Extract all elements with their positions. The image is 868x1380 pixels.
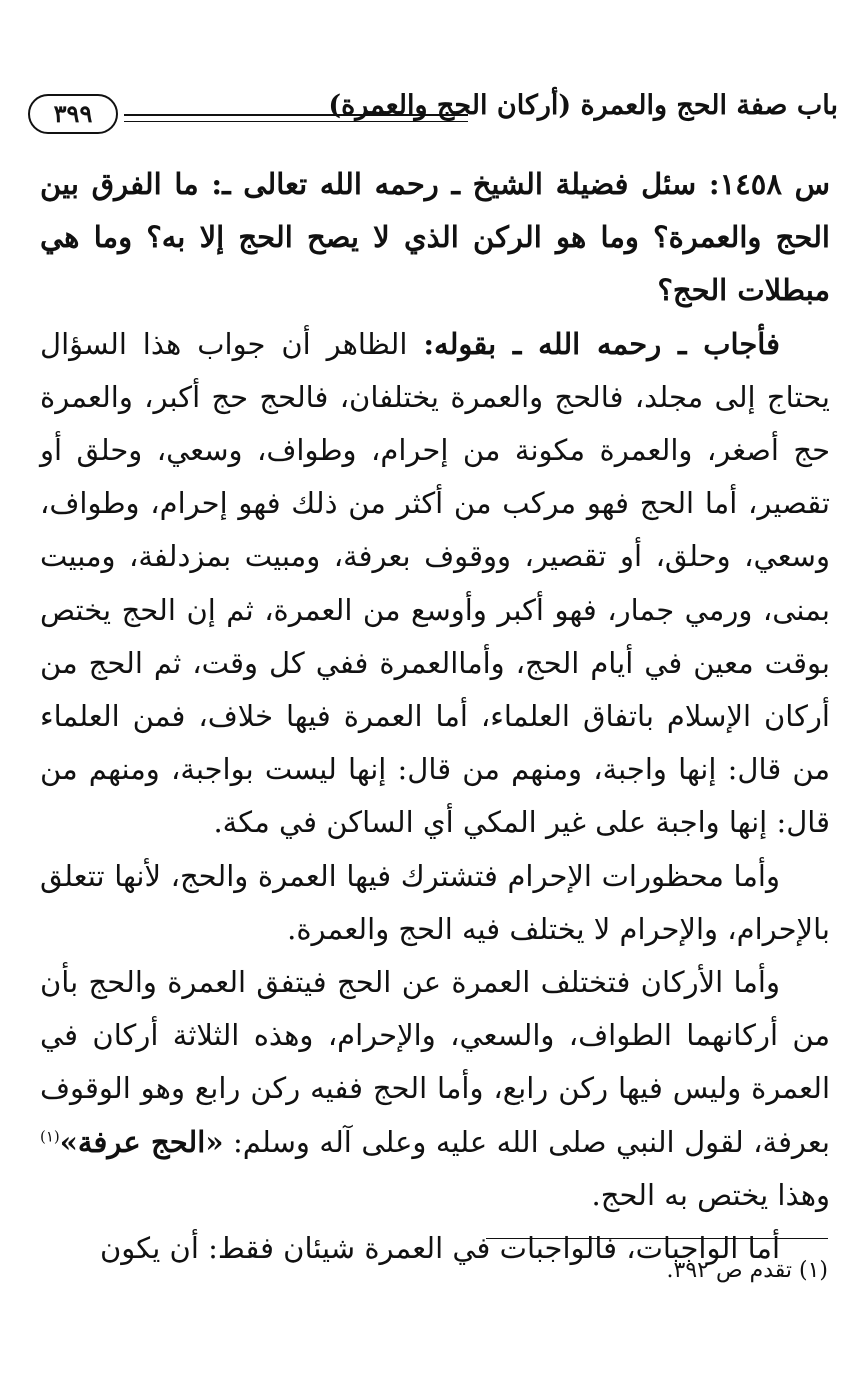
question-text: سئل فضيلة الشيخ ـ رحمه الله تعالى ـ: ما الفرق بين الحج والعمرة؟ وما هو الركن الذي لا يصح الحج إلا به؟ وما هي مبطلات الحج؟	[40, 167, 830, 308]
footnote-marker: (١)	[40, 1127, 60, 1145]
footnote-divider	[486, 1238, 828, 1239]
pillars-text-end: وهذا يختص به الحج.	[591, 1177, 830, 1212]
page-body	[40, 158, 830, 1275]
page-number: ٣٩٩	[28, 94, 118, 134]
answer-paragraph	[40, 318, 830, 850]
answer-intro: فأجاب ـ رحمه الله ـ بقوله:	[423, 326, 781, 361]
chapter-title: باب صفة الحج والعمرة (أركان الحج والعمرة)	[328, 90, 838, 121]
answer-text: الظاهر أن جواب هذا السؤال يحتاج إلى مجلد، فالحج والعمرة يختلفان، فالحج حج أكبر، والعمرة حج أصغر، والعمرة مكونة من إحرام، وطواف، وسعي، وحلق أو تقصير، أما الحج فهو مركب من أكثر من ذلك فهو إحرام، وطواف، وسعي، وحلق، أو تقصير، ووقوف بعرفة، ومبيت بمزدلفة، ومبيت بمنى، ورمي جمار، فهو أكبر وأوسع من العمرة، ثم إن الحج يختص بوقت معين في أيام الحج، وأماالعمرة ففي كل وقت، ثم الحج من أركان الإسلام باتفاق العلماء، أما العمرة فيها خلاف، فمن العلماء من قال: إنها واجبة، ومنهم من قال: إنها ليست بواجبة، ومنهم من قال: إنها واجبة على غير المكي أي الساكن في مكة.	[40, 326, 830, 840]
footnote: (١) تقدم ص ٣٩٢.	[666, 1258, 828, 1283]
question-number: س ١٤٥٨:	[708, 167, 830, 201]
question-paragraph	[40, 158, 830, 318]
pillars-paragraph	[40, 956, 830, 1222]
page-header	[28, 88, 838, 138]
obligations-paragraph: أما الواجبات، فالواجبات في العمرة شيئان فقط: أن يكون	[99, 1231, 780, 1266]
hadith-quote: «الحج عرفة»	[59, 1124, 224, 1159]
prohibitions-paragraph: وأما محظورات الإحرام فتشترك فيها العمرة والحج، لأنها تتعلق بالإحرام، والإحرام لا يختلف فيه الحج والعمرة.	[40, 858, 830, 946]
pillars-text: وأما الأركان فتختلف العمرة عن الحج فيتفق العمرة والحج بأن من أركانهما الطواف، والسعي، والإحرام، وهذه الثلاثة أركان في العمرة وليس فيها ركن رابع، وأما الحج ففيه ركن رابع وهو الوقوف بعرفة، لقول النبي صلى الله عليه وعلى آله وسلم:	[40, 965, 830, 1159]
